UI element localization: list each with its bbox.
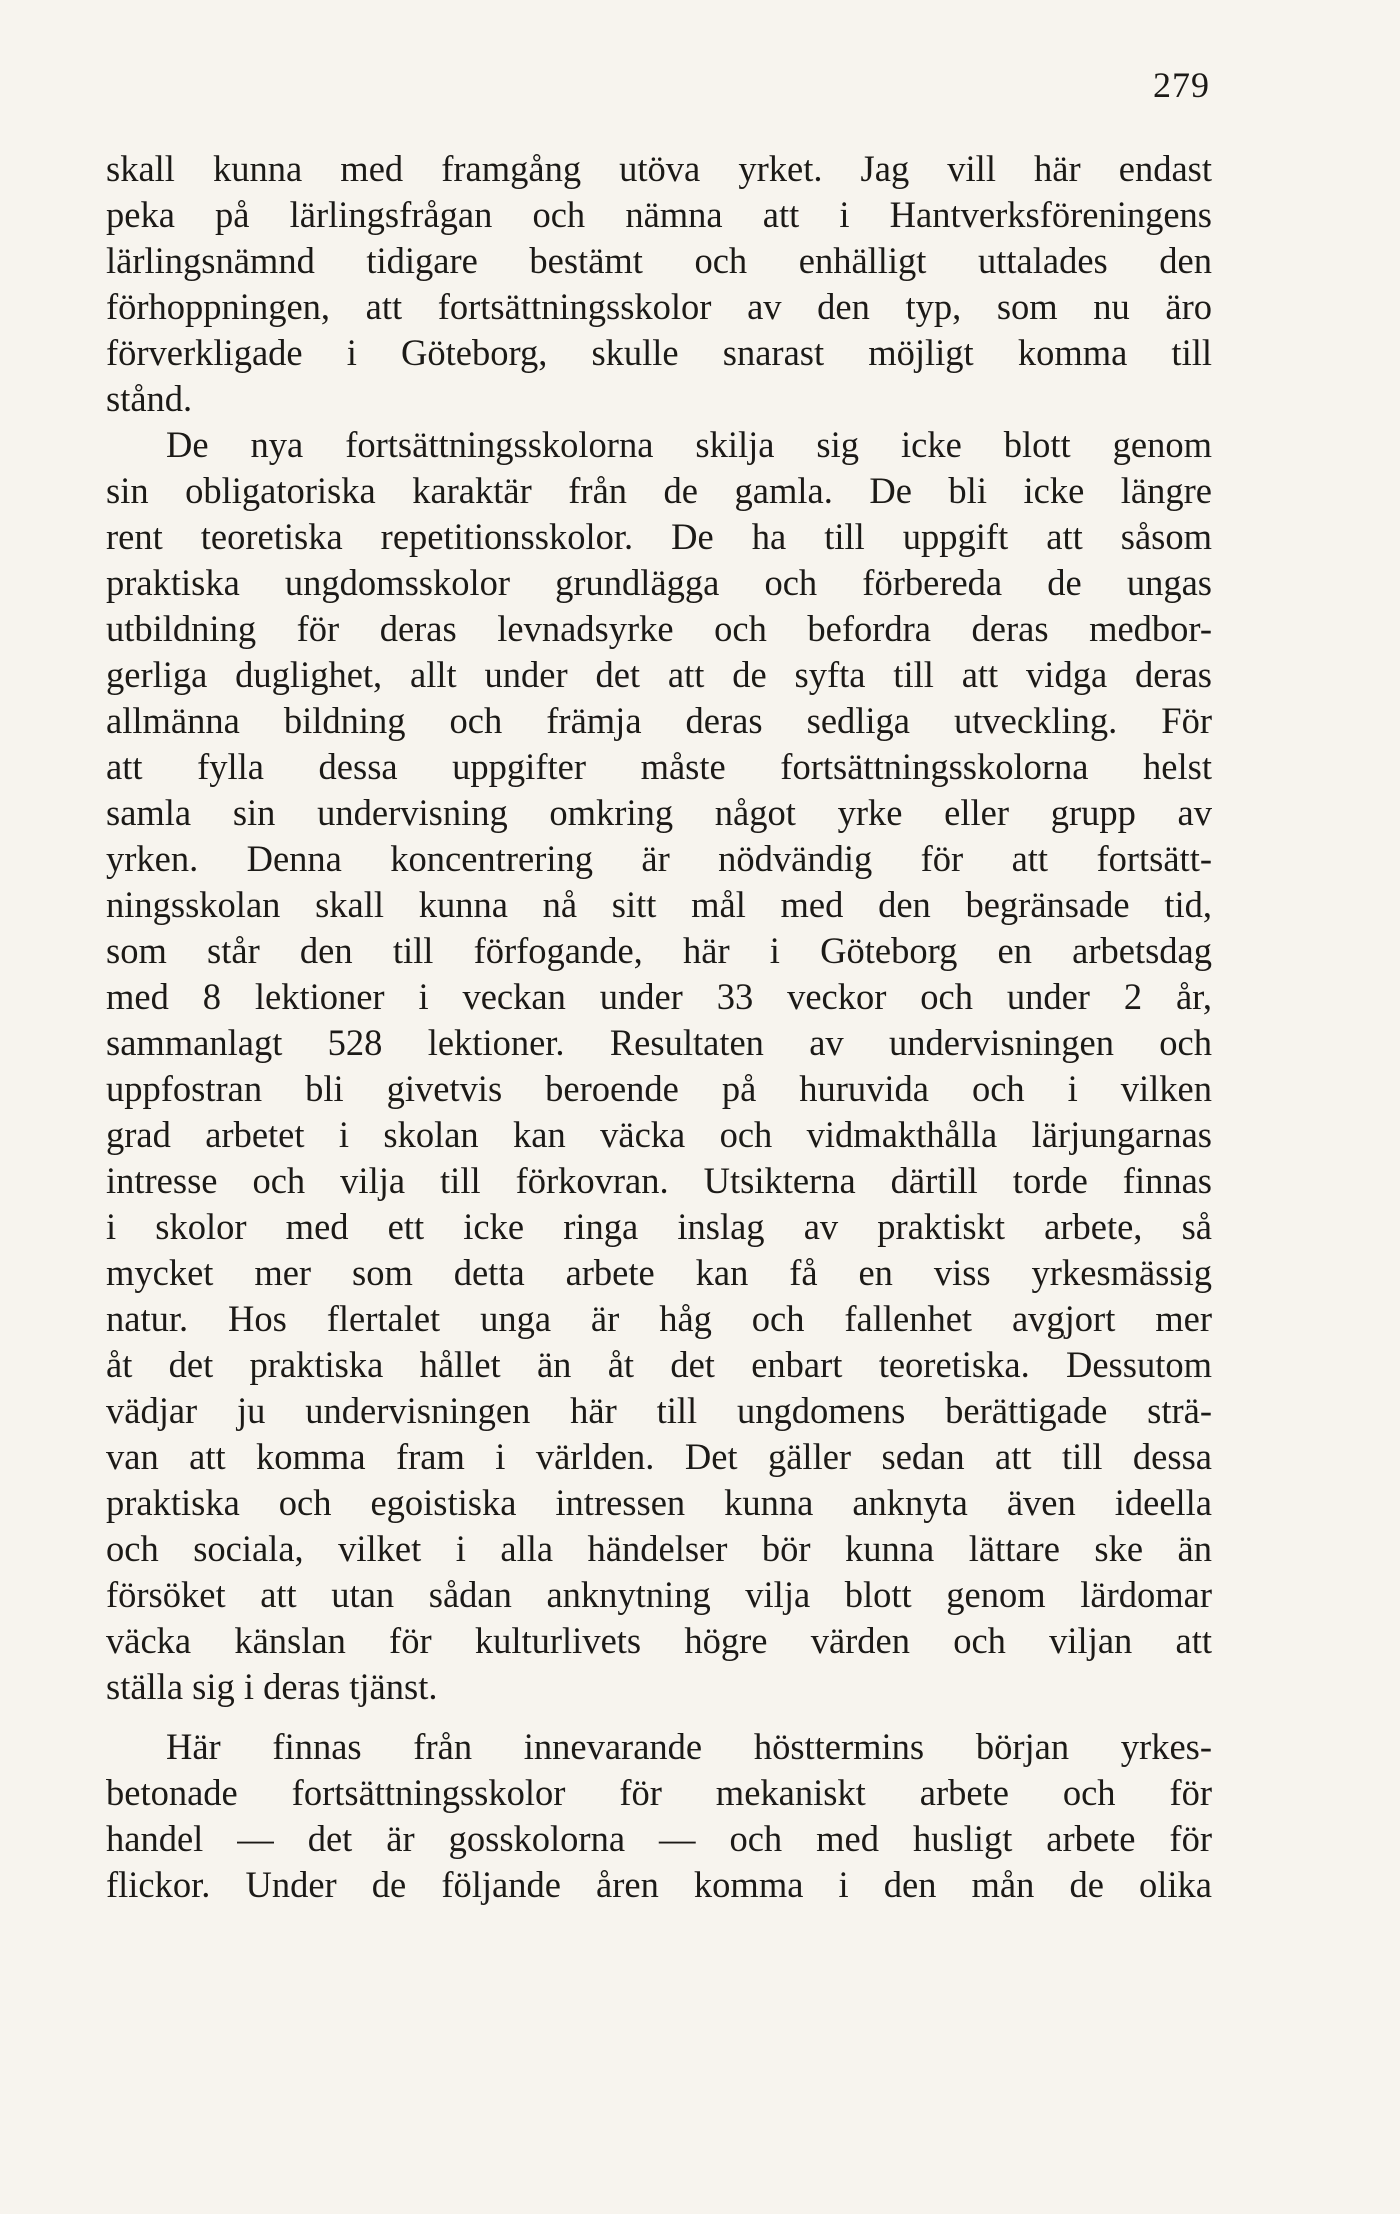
text-line: allmänna bildning och främja deras sedliga utveckling. För	[106, 700, 1212, 741]
text-line: peka på lärlingsfrågan och nämna att i Hantverksföreningens	[106, 194, 1212, 235]
text-line: De nya fortsättningsskolorna skilja sig icke blott genom	[166, 424, 1212, 465]
text-line: vädjar ju undervisningen här till ungdomens berättigade strä-	[106, 1390, 1212, 1431]
text-line: rent teoretiska repetitionsskolor. De ha till uppgift att såsom	[106, 516, 1212, 557]
text-line: som står den till förfogande, här i Göteborg en arbetsdag	[106, 930, 1212, 971]
text-line: stånd.	[106, 378, 193, 419]
text-line: grad arbetet i skolan kan väcka och vidmakthålla lärjungarnas	[106, 1114, 1212, 1155]
page-number: 279	[1153, 65, 1210, 105]
text-line: sammanlagt 528 lektioner. Resultaten av undervisningen och	[106, 1022, 1212, 1063]
text-line: van att komma fram i världen. Det gäller sedan att till dessa	[106, 1436, 1212, 1477]
text-line: väcka känslan för kulturlivets högre värden och viljan att	[106, 1620, 1212, 1661]
text-line: lärlingsnämnd tidigare bestämt och enhälligt uttalades den	[106, 240, 1212, 281]
text-line: flickor. Under de följande åren komma i den mån de olika	[106, 1864, 1212, 1905]
text-line: ställa sig i deras tjänst.	[106, 1666, 438, 1707]
text-line: samla sin undervisning omkring något yrke eller grupp av	[106, 792, 1212, 833]
text-line: Här finnas från innevarande hösttermins början yrkes-	[166, 1726, 1212, 1767]
text-line: åt det praktiska hållet än åt det enbart teoretiska. Dessutom	[106, 1344, 1212, 1385]
text-line: yrken. Denna koncentrering är nödvändig för att fortsätt-	[106, 838, 1212, 879]
text-line: gerliga duglighet, allt under det att de syfta till att vidga deras	[106, 654, 1212, 695]
text-line: i skolor med ett icke ringa inslag av praktiskt arbete, så	[106, 1206, 1212, 1247]
text-line: och sociala, vilket i alla händelser bör kunna lättare ske än	[106, 1528, 1212, 1569]
text-line: natur. Hos flertalet unga är håg och fallenhet avgjort mer	[106, 1298, 1212, 1339]
text-line: uppfostran bli givetvis beroende på huruvida och i vilken	[106, 1068, 1212, 1109]
text-line: förhoppningen, att fortsättningsskolor av den typ, som nu äro	[106, 286, 1212, 327]
text-line: praktiska ungdomsskolor grundlägga och förbereda de ungas	[106, 562, 1212, 603]
text-line: ningsskolan skall kunna nå sitt mål med den begränsade tid,	[106, 884, 1212, 925]
text-line: intresse och vilja till förkovran. Utsikterna därtill torde finnas	[106, 1160, 1212, 1201]
text-line: handel — det är gosskolorna — och med husligt arbete för	[106, 1818, 1212, 1859]
text-line: skall kunna med framgång utöva yrket. Jag vill här endast	[106, 148, 1212, 189]
text-line: förverkligade i Göteborg, skulle snarast möjligt komma till	[106, 332, 1212, 373]
text-line: att fylla dessa uppgifter måste fortsättningsskolorna helst	[106, 746, 1212, 787]
text-line: utbildning för deras levnadsyrke och befordra deras medbor-	[106, 608, 1212, 649]
text-line: med 8 lektioner i veckan under 33 veckor och under 2 år,	[106, 976, 1212, 1017]
text-line: betonade fortsättningsskolor för mekaniskt arbete och för	[106, 1772, 1212, 1813]
text-line: försöket att utan sådan anknytning vilja blott genom lärdomar	[106, 1574, 1212, 1615]
body-text	[106, 146, 1212, 1908]
text-line: sin obligatoriska karaktär från de gamla. De bli icke längre	[106, 470, 1212, 511]
text-line: mycket mer som detta arbete kan få en viss yrkesmässig	[106, 1252, 1212, 1293]
text-line: praktiska och egoistiska intressen kunna anknyta även ideella	[106, 1482, 1212, 1523]
